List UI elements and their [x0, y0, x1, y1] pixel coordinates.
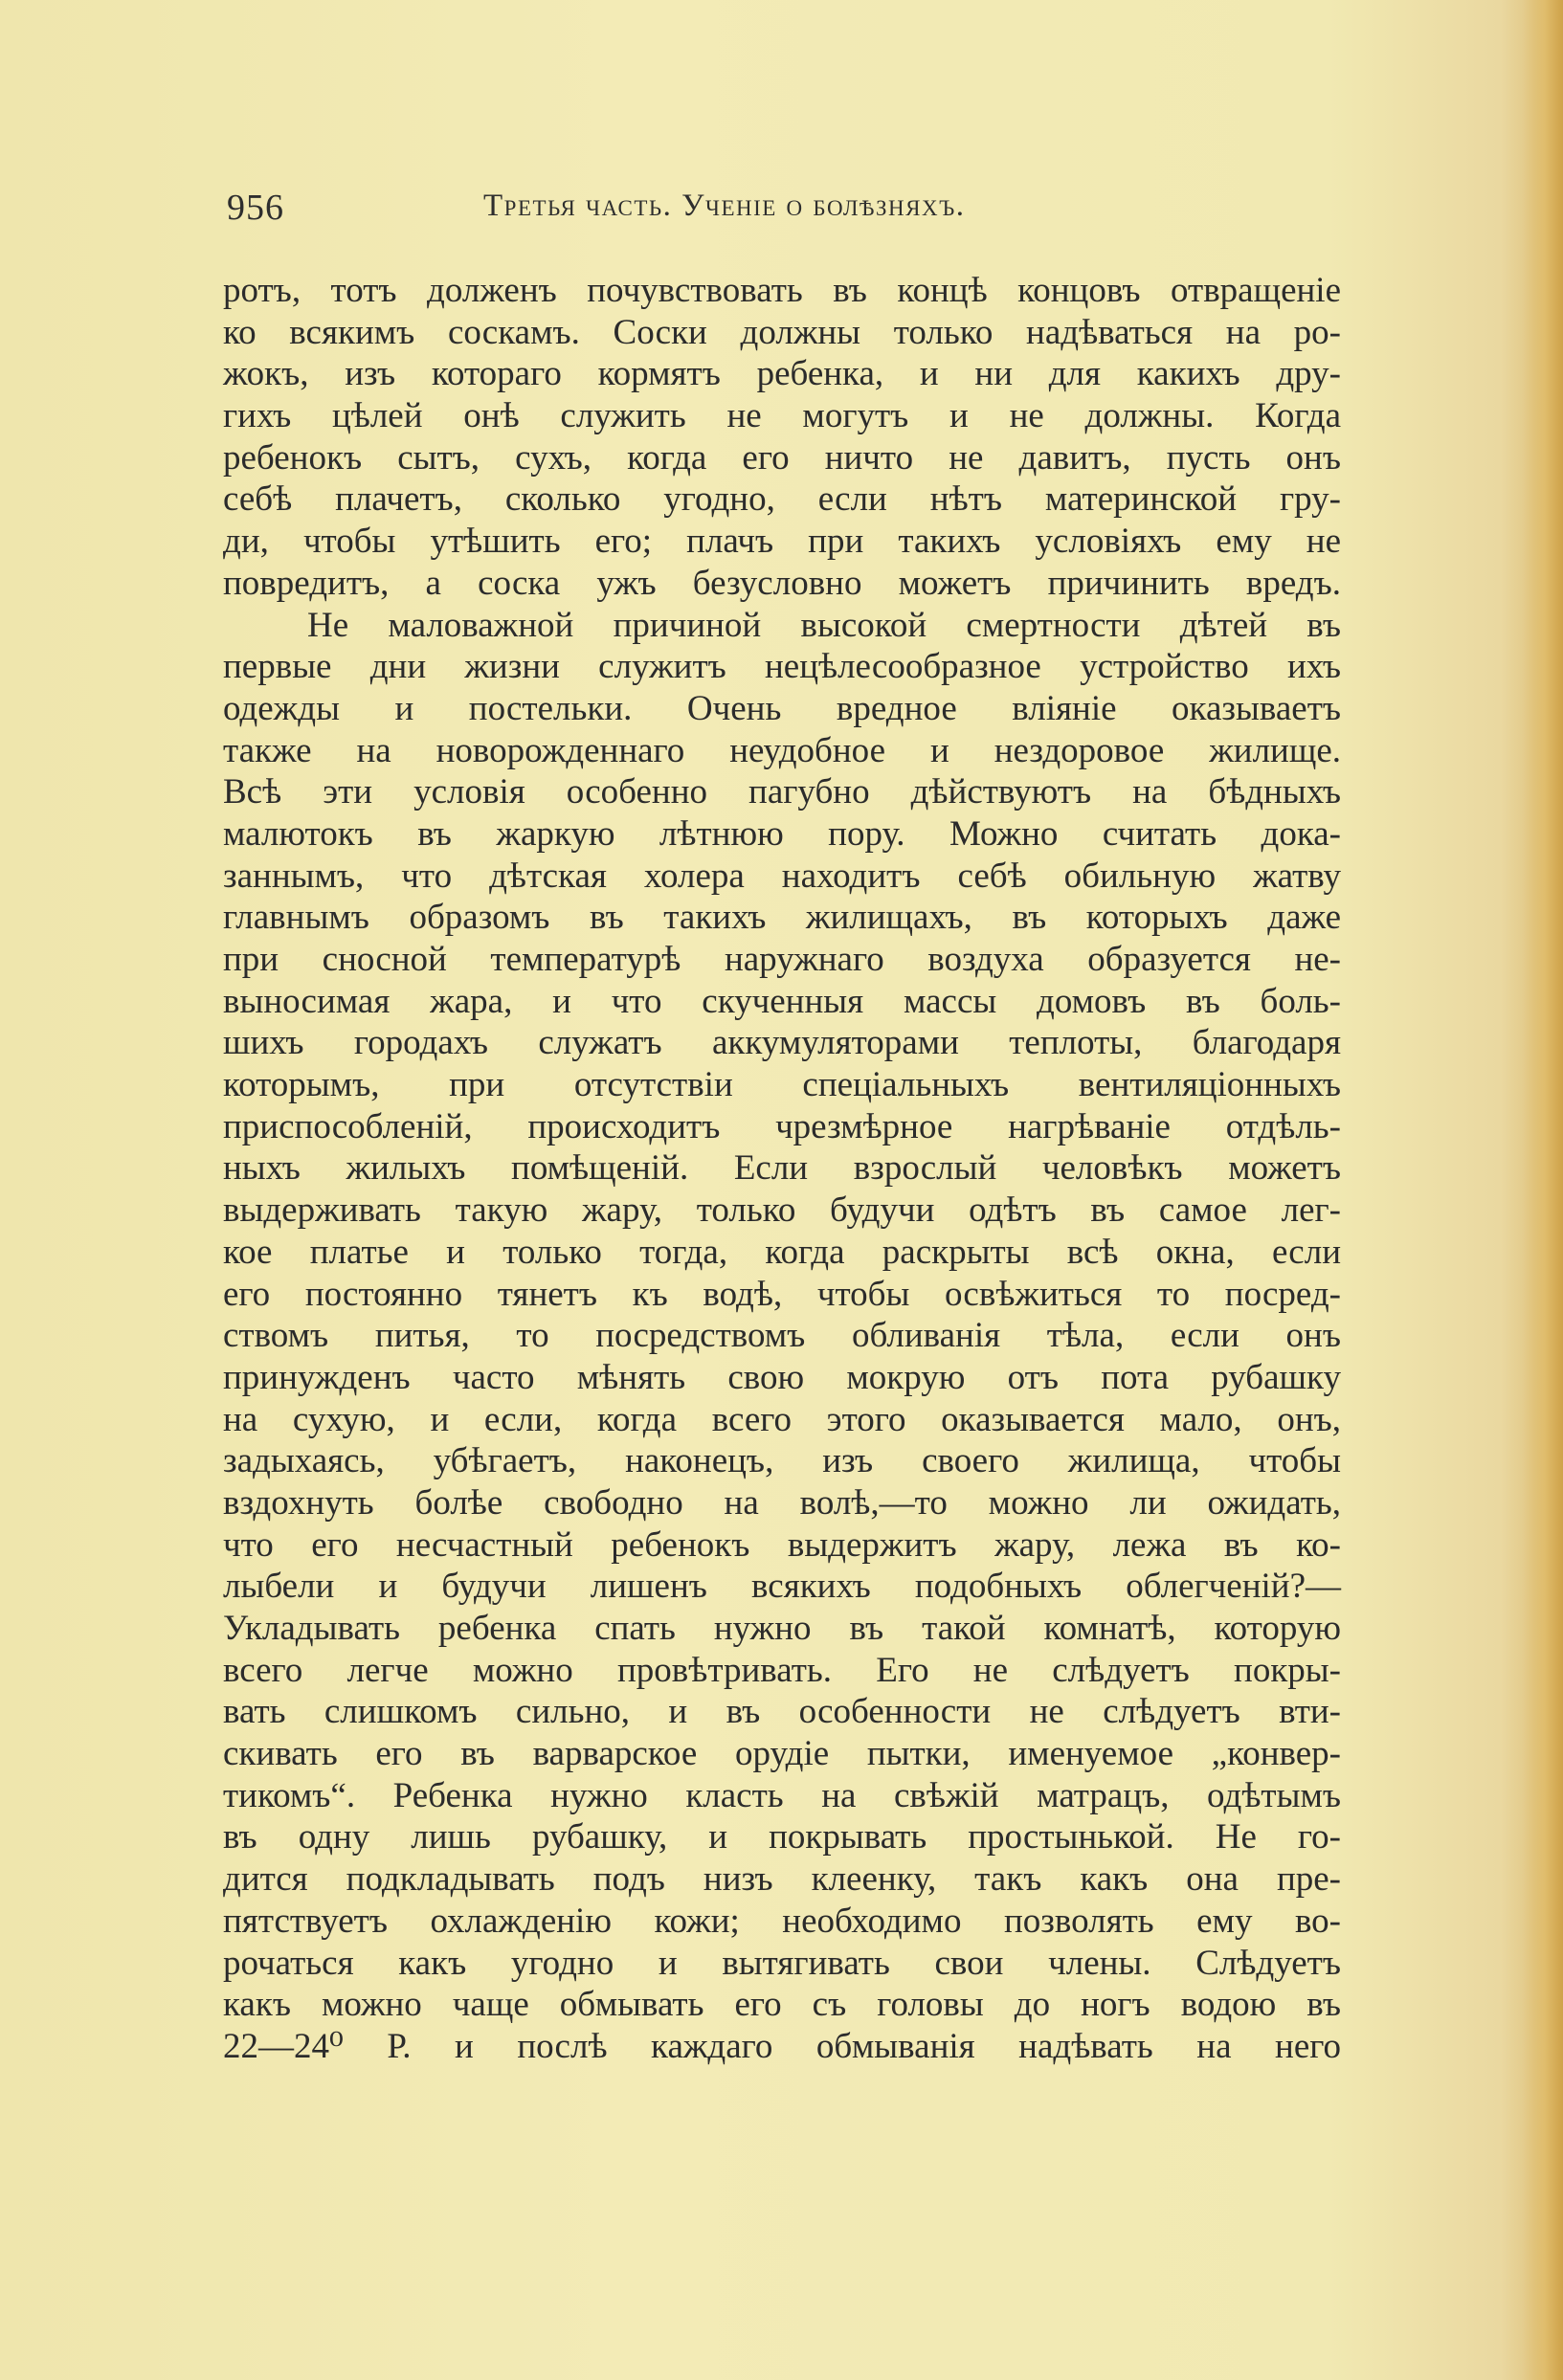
text-line: Укладывать ребенка спать нужно въ такой комнатѣ, которую	[223, 1609, 1341, 1648]
text-line: которымъ, при отсутствіи спеціальныхъ вентиляціонныхъ	[223, 1065, 1341, 1105]
text-line: принужденъ часто мѣнять свою мокрую отъ пота рубашку	[223, 1357, 1341, 1397]
text-line: приспособленій, происходитъ чрезмѣрное нагрѣваніе отдѣль-	[223, 1106, 1341, 1146]
text-line: рочаться какъ угодно и вытягивать свои члены. Слѣдуетъ	[223, 1943, 1341, 1983]
text-line: скивать его въ варварское орудіе пытки, именуемое „конвер-	[223, 1734, 1341, 1774]
text-line: шихъ городахъ служатъ аккумуляторами теплоты, благодаря	[223, 1023, 1341, 1063]
text-line: повредитъ, а соска ужъ безусловно можетъ причинить вредъ.	[223, 563, 1341, 603]
text-line: при сносной температурѣ наружнаго воздуха образуется не-	[223, 940, 1341, 979]
text-line: одежды и постельки. Очень вредное вліяніе оказываетъ	[223, 688, 1341, 728]
text-line: какъ можно чаще обмывать его съ головы до ногъ водою въ	[223, 1985, 1341, 2025]
text-line: дится подкладывать подъ низъ клеенку, такъ какъ она пре-	[223, 1859, 1341, 1900]
text-line: гихъ цѣлей онѣ служить не могутъ и не должны. Когда	[223, 396, 1341, 436]
text-line: ныхъ жилыхъ помѣщеній. Если взрослый человѣкъ можетъ	[223, 1148, 1341, 1189]
running-title: Третья часть. Ученіе о болѣзняхъ.	[483, 189, 966, 223]
body-text	[223, 270, 1341, 2068]
page-number: 956	[227, 188, 284, 228]
text-line: вздохнуть болѣе свободно на волѣ,—то можно ли ожидать,	[223, 1482, 1341, 1523]
text-line: выносимая жара, и что скученныя массы домовъ въ боль-	[223, 981, 1341, 1021]
text-line: ко всякимъ соскамъ. Соски должны только надѣваться на ро-	[223, 312, 1341, 352]
text-line: ствомъ питья, то посредствомъ обливанія тѣла, если онъ	[223, 1316, 1341, 1356]
text-line: заннымъ, что дѣтская холера находитъ себѣ обильную жатву	[223, 856, 1341, 896]
text-line: 22—24⁰ Р. и послѣ каждаго обмыванія надѣвать на него	[223, 2026, 1341, 2066]
running-header	[227, 187, 1328, 228]
text-line: задыхаясь, убѣгаетъ, наконецъ, изъ своего жилища, чтобы	[223, 1441, 1341, 1481]
text-line: пятствуетъ охлажденію кожи; необходимо позволять ему во-	[223, 1901, 1341, 1941]
text-line: также на новорожденнаго неудобное и нездоровое жилище.	[223, 730, 1341, 770]
text-line: его постоянно тянетъ къ водѣ, чтобы освѣжиться то посред-	[223, 1274, 1341, 1314]
text-line: ребенокъ сытъ, сухъ, когда его ничто не давитъ, пусть онъ	[223, 437, 1341, 478]
text-line: въ одну лишь рубашку, и покрывать простынькой. Не го-	[223, 1817, 1341, 1857]
paragraph-start-line: Не маловажной причиной высокой смертности дѣтей въ	[307, 605, 1341, 645]
text-line: вать слишкомъ сильно, и въ особенности не слѣдуетъ вти-	[223, 1692, 1341, 1732]
text-line: ротъ, тотъ долженъ почувствовать въ концѣ концовъ отвращеніе	[223, 271, 1341, 310]
text-line: тикомъ“. Ребенка нужно класть на свѣжій матрацъ, одѣтымъ	[223, 1775, 1341, 1815]
text-line: Всѣ эти условія особенно пагубно дѣйствуютъ на бѣдныхъ	[223, 772, 1341, 812]
text-line: главнымъ образомъ въ такихъ жилищахъ, въ которыхъ даже	[223, 898, 1341, 938]
text-line: лыбели и будучи лишенъ всякихъ подобныхъ облегченій?—	[223, 1567, 1341, 1607]
text-line: ди, чтобы утѣшить его; плачъ при такихъ условіяхъ ему не	[223, 522, 1341, 562]
text-line: всего легче можно провѣтривать. Его не слѣдуетъ покры-	[223, 1650, 1341, 1690]
text-line: жокъ, изъ котораго кормятъ ребенка, и ни для какихъ дру-	[223, 354, 1341, 394]
text-line: себѣ плачетъ, сколько угодно, если нѣтъ материнской гру-	[223, 479, 1341, 520]
text-line: кое платье и только тогда, когда раскрыты всѣ окна, если	[223, 1232, 1341, 1272]
text-line: на сухую, и если, когда всего этого оказывается мало, онъ,	[223, 1399, 1341, 1439]
text-line: выдерживать такую жару, только будучи одѣтъ въ самое лег-	[223, 1190, 1341, 1231]
text-line: что его несчастный ребенокъ выдержитъ жару, лежа въ ко-	[223, 1524, 1341, 1565]
page-edge-stain	[1523, 0, 1563, 2380]
text-line: первые дни жизни служитъ нецѣлесообразное устройство ихъ	[223, 647, 1341, 687]
text-line: малютокъ въ жаркую лѣтнюю пору. Можно считать дока-	[223, 813, 1341, 854]
